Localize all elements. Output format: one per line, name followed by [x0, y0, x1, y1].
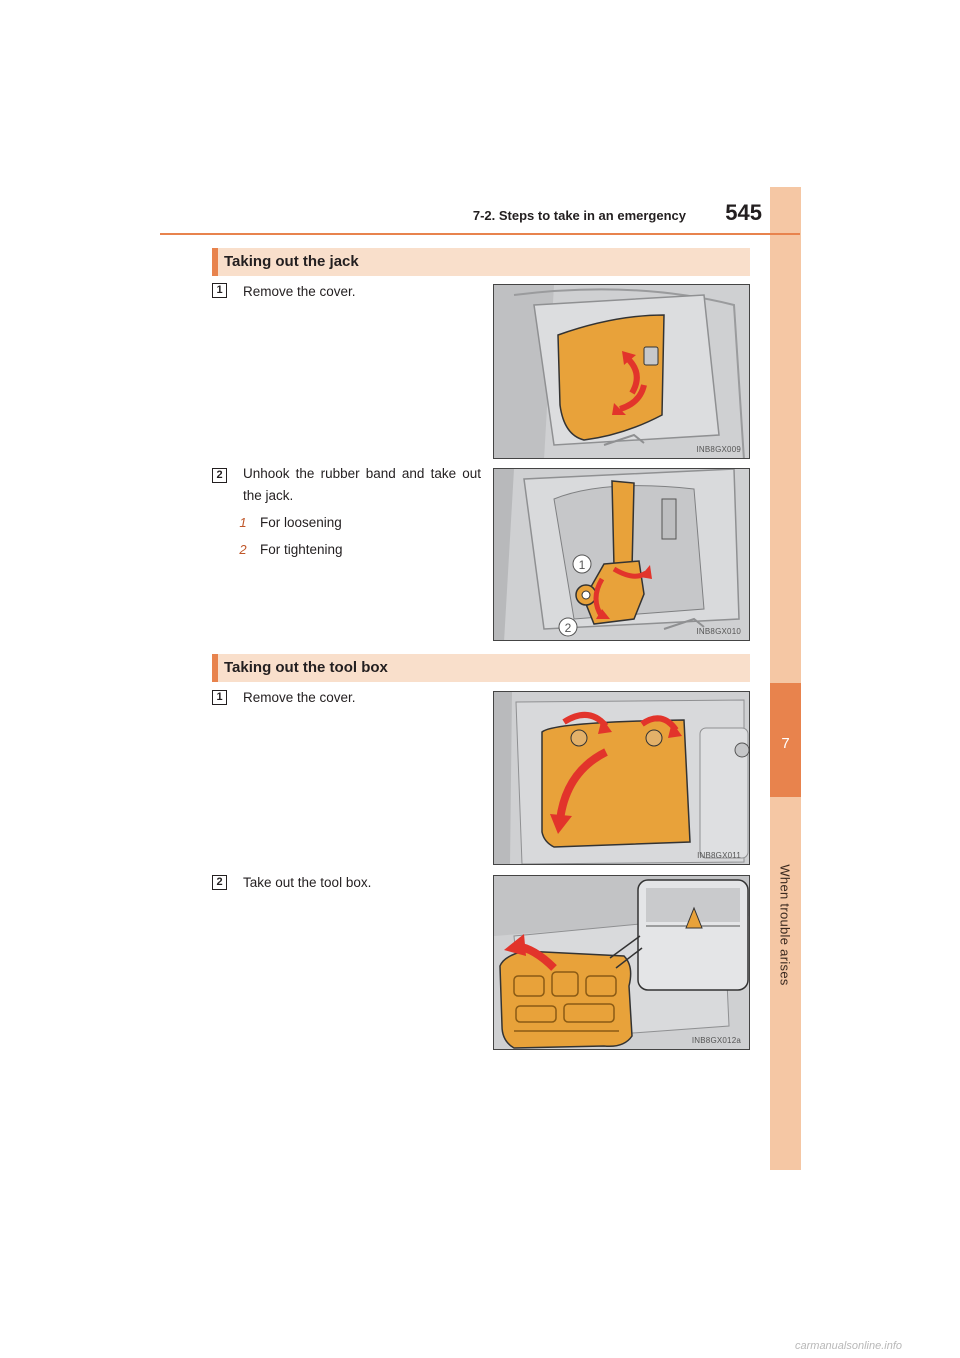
step-text: Unhook the rubber band and take out the jack. [243, 466, 481, 503]
illustration-jack-removal [493, 468, 750, 641]
step-text: Take out the tool box. [243, 875, 372, 890]
illustration-tool-box-cover [493, 691, 750, 865]
footer-watermark: carmanualsonline.info [795, 1340, 903, 1352]
step-number: 1 [212, 283, 227, 298]
step-number: 2 [212, 875, 227, 890]
svg-text:1: 1 [578, 558, 586, 572]
figure-code: INB8GX011 [697, 851, 741, 860]
step-number: 1 [212, 690, 227, 705]
step-text: Remove the cover. [243, 690, 356, 705]
sub-item-text: For loosening [260, 515, 342, 530]
chapter-side-tab [770, 187, 801, 1170]
step-number: 2 [212, 468, 227, 483]
figure-code: INB8GX009 [696, 445, 741, 454]
chapter-number: 7 [781, 735, 790, 752]
header-rule [160, 233, 800, 235]
step-text: Remove the cover. [243, 284, 356, 299]
illustration-tool-box-removal [493, 875, 750, 1050]
running-header-section: 7-2. Steps to take in an emergency [472, 208, 686, 223]
svg-text:2: 2 [564, 621, 572, 635]
chapter-title: When trouble arises [777, 864, 793, 986]
sub-item-number: 2 [239, 542, 247, 557]
sub-item-text: For tightening [260, 542, 343, 557]
illustration-jack-cover [493, 284, 750, 459]
section-title-jack: Taking out the jack [224, 253, 359, 270]
figure-code: INB8GX012a [691, 1036, 741, 1045]
sub-item-number: 1 [239, 515, 247, 530]
figure-code: INB8GX010 [696, 627, 741, 636]
section-title-tool-box: Taking out the tool box [224, 659, 388, 676]
page-number: 545 [725, 200, 762, 225]
